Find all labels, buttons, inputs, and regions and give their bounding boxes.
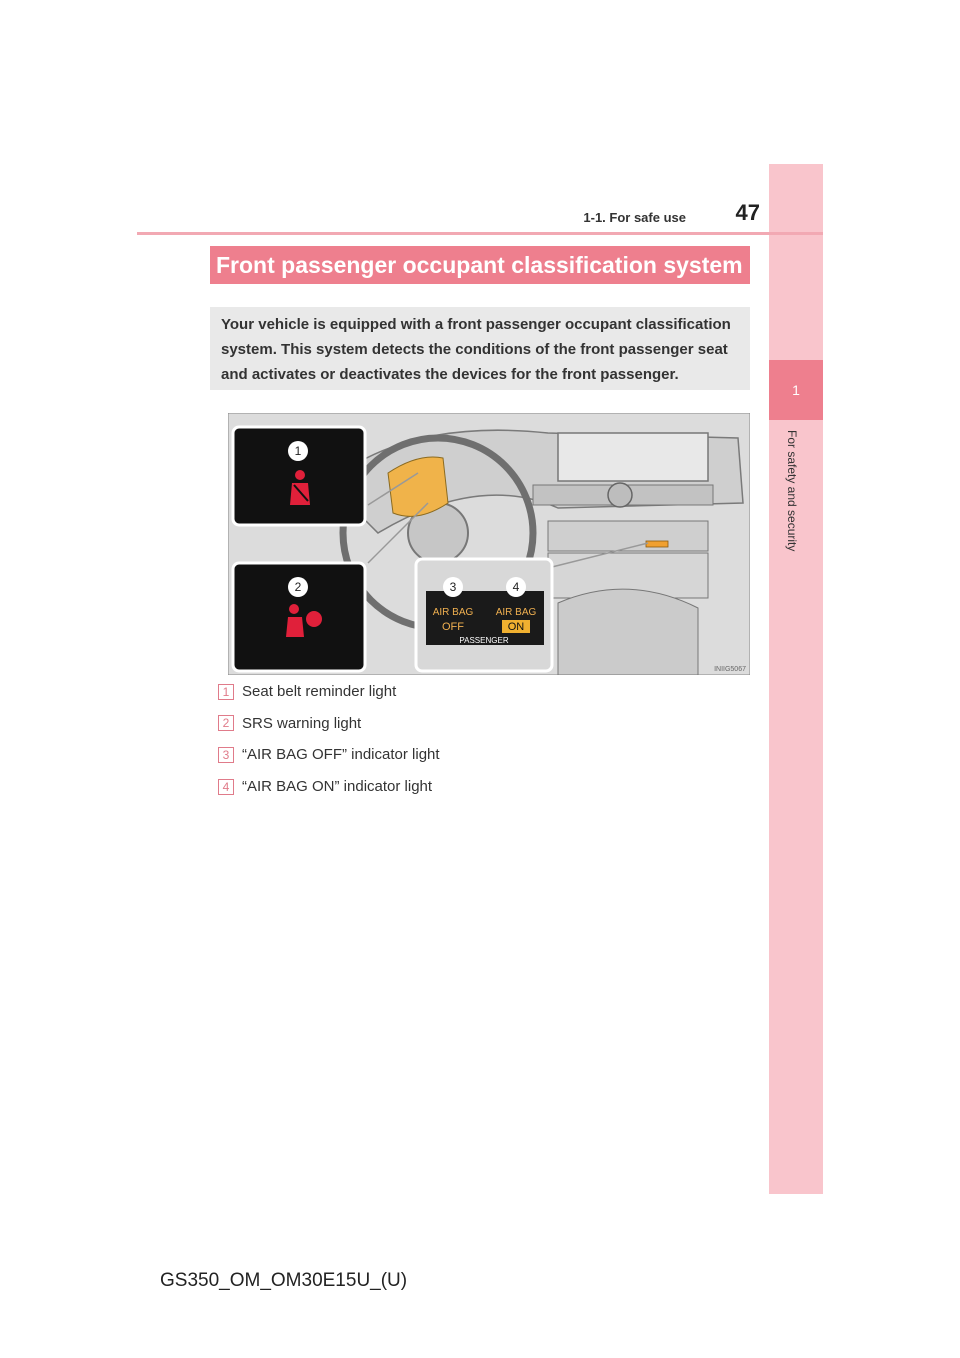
marker-4: 4	[512, 580, 520, 594]
intro-text: Your vehicle is equipped with a front passenger occupant classification system. This system detects the conditions of the front passenger seat and activates or deactivates the devices for the front passenger.	[210, 307, 750, 390]
page-number: 47	[735, 200, 760, 225]
legend-text: “AIR BAG ON” indicator light	[242, 778, 433, 796]
passenger-label: PASSENGER	[459, 636, 509, 645]
legend-item	[218, 708, 718, 740]
legend-item	[218, 739, 718, 771]
legend-text: SRS warning light	[242, 714, 362, 732]
chapter-number: 1	[769, 360, 823, 420]
legend-item	[218, 771, 718, 803]
inset-seatbelt	[233, 427, 365, 525]
document-code: GS350_OM_OM30E15U_(U)	[160, 1270, 408, 1291]
marker-2: 2	[294, 580, 302, 594]
chapter-label: For safety and security	[785, 430, 799, 552]
inset-srs	[233, 563, 365, 671]
legend-text: Seat belt reminder light	[242, 683, 397, 701]
airbag-off-label: OFF	[442, 621, 464, 633]
legend-list	[218, 676, 718, 802]
marker-1: 1	[294, 444, 302, 458]
legend-text: “AIR BAG OFF” indicator light	[242, 746, 440, 764]
marker-3: 3	[449, 580, 457, 594]
airbag-label-left: AIR BAG	[432, 607, 474, 618]
page-title: Front passenger occupant classification system	[210, 246, 750, 284]
header-rule	[137, 232, 823, 235]
section-label: 1-1. For safe use	[583, 210, 686, 225]
legend-item	[218, 676, 718, 708]
side-tab	[769, 164, 823, 1194]
legend-number: 2	[218, 715, 234, 731]
legend-number: 3	[218, 747, 234, 763]
legend-number: 1	[218, 684, 234, 700]
airbag-on-label: ON	[507, 621, 525, 633]
inset-passenger-airbag	[416, 559, 552, 671]
figure-code: INIIG5067	[714, 666, 746, 673]
airbag-label-right: AIR BAG	[495, 607, 537, 618]
legend-number: 4	[218, 779, 234, 795]
dashboard-figure	[228, 413, 750, 675]
